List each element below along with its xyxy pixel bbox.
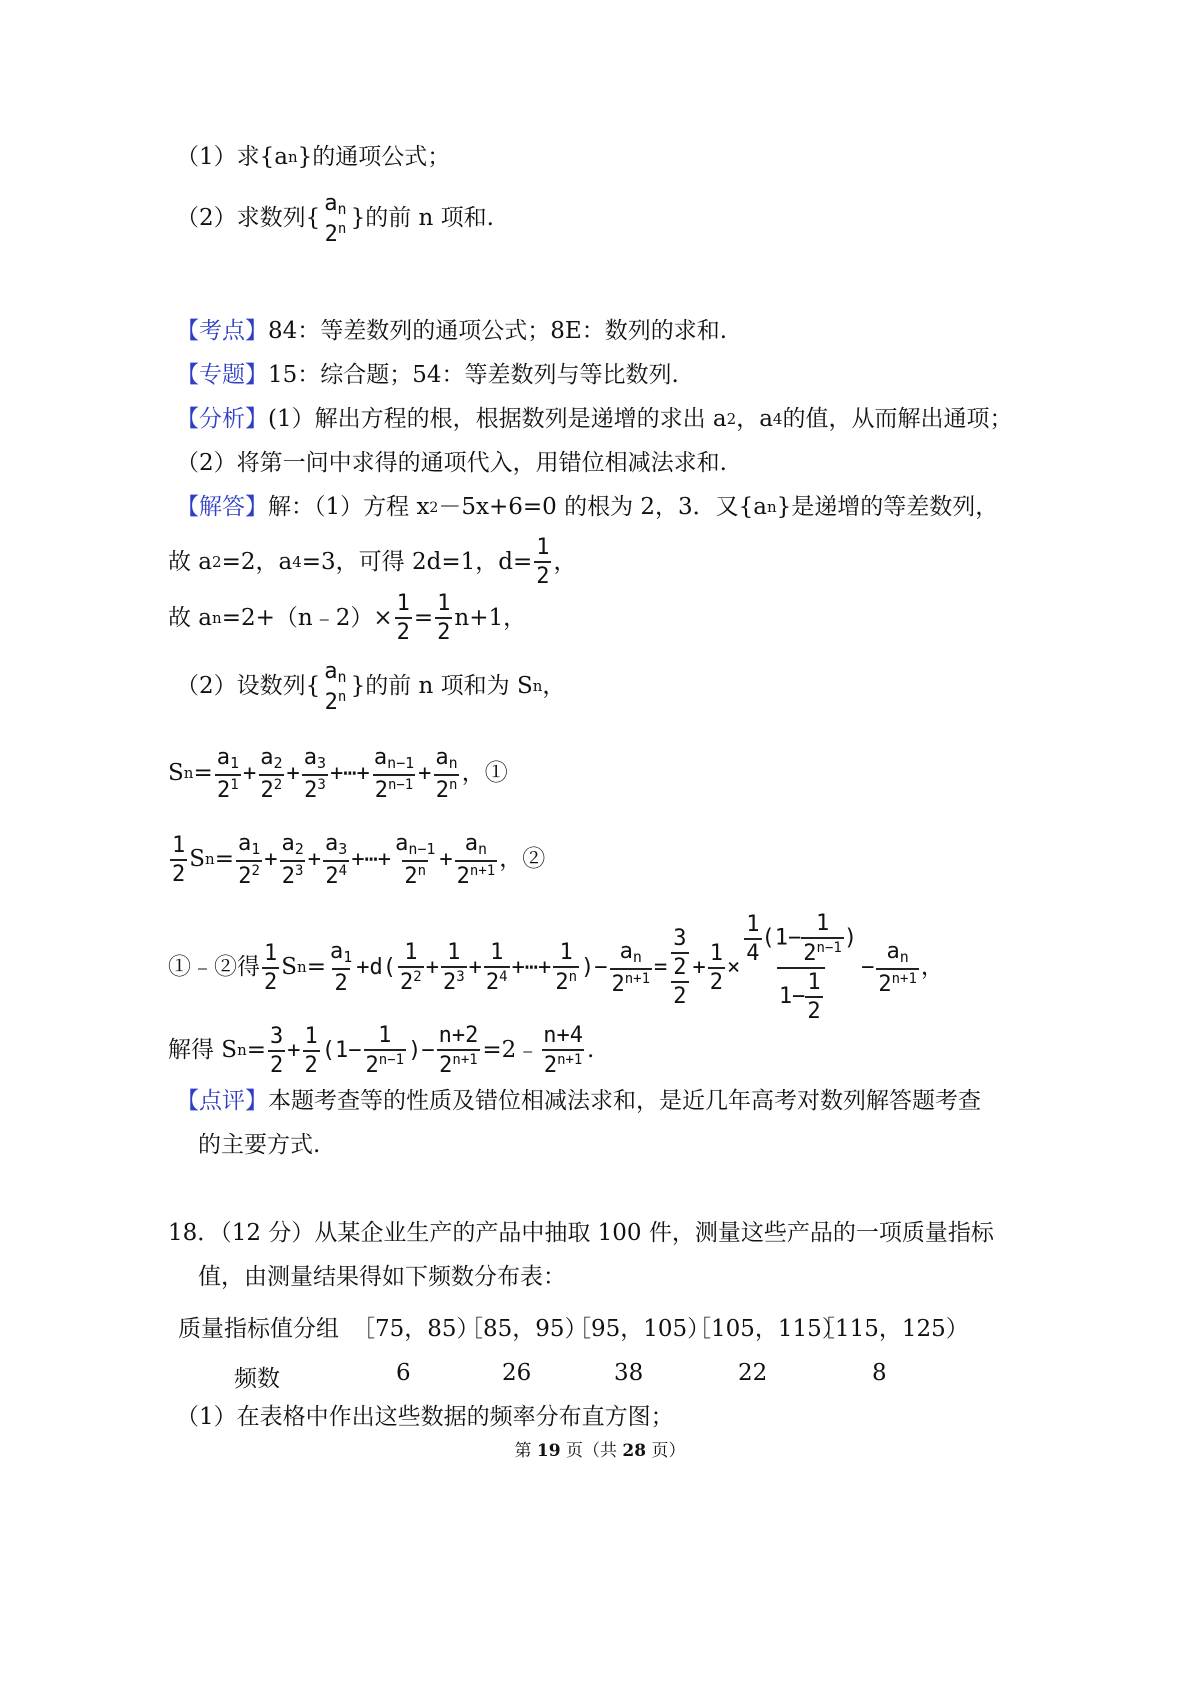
fenxi-line: 【分析】 (1）解出方程的根，根据数列是递增的求出 a 2 ，a 4 的值，从而解出通项； xyxy=(176,406,1013,432)
table-header-cell: 质量指标值分组 xyxy=(178,1316,339,1342)
table-header-cell: ［115，125） xyxy=(812,1316,969,1342)
kaodian-tag: 【考点】 xyxy=(176,318,268,344)
fraction: $\frac{1}{2}$ xyxy=(396,591,410,646)
page-footer: 第 19 页（共 28 页） xyxy=(514,1441,686,1461)
question-part-1: （1）求{a n }的通项公式； xyxy=(176,144,451,170)
dianping-line-2: 的主要方式. xyxy=(198,1132,321,1158)
frequency-table-header xyxy=(0,1310,1200,1340)
equation-2: $\frac{1}{2}$ S n = $\frac{a_1}{2^2}$ + $\frac{a_2}{2^3}$ + $\frac{a_3}{2^4}$ +⋯+ $\frac{a_{n-1}}{2^n}$ + $\frac{a_n}{2^{n+1}}$ ，② xyxy=(172,831,546,889)
frequency-table-row xyxy=(0,1360,1200,1390)
table-cell: 26 xyxy=(502,1360,532,1386)
table-header-cell: ［105，115） xyxy=(688,1316,845,1342)
solution-line-2: 故 a n =2+（n﹣2）× $\frac{1}{2}$ = $\frac{1}{2}$ n+1， xyxy=(168,591,527,646)
fraction: $\frac{1}{2}$ xyxy=(437,591,451,646)
table-cell: 8 xyxy=(872,1360,887,1386)
solution-result: 解得 S n = $\frac{3}{2}$ + $\frac{1}{2}$ (1− $\frac{1}{2^{n-1}}$ )− $\frac{n+2}{2^{n+1}}$ =2﹣ $\frac{n+4}{2^{n+1}}$ . xyxy=(168,1023,595,1079)
table-header-cell: ［75，85） xyxy=(352,1316,480,1342)
solution-line-1: 故 a 2 =2，a 4 =3，可得 2d=1，d= $\frac{1}{2}$ ， xyxy=(168,535,577,590)
dianping-tag: 【点评】 xyxy=(176,1088,268,1114)
fenxi-tag: 【分析】 xyxy=(176,406,268,432)
table-header-cell: ［95，105） xyxy=(568,1316,711,1342)
kaodian-line: 【考点】 84：等差数列的通项公式；8E：数列的求和. xyxy=(176,318,728,344)
fenxi-line-2: （2）将第一问中求得的通项代入，用错位相减法求和. xyxy=(176,450,727,476)
table-cell: 38 xyxy=(614,1360,644,1386)
dianping-line: 【点评】 本题考查等的性质及错位相减法求和，是近几年高考对数列解答题考查 xyxy=(176,1088,981,1114)
fraction: $\frac{1}{2}$ xyxy=(536,535,550,590)
zhuanti-tag: 【专题】 xyxy=(176,362,268,388)
question-18-line-2: 值，由测量结果得如下频数分布表： xyxy=(198,1264,566,1290)
fraction: $a_n$ 2$^n$ xyxy=(324,659,347,715)
table-header-cell: ［85，95） xyxy=(460,1316,588,1342)
question-part-2: （2）求数列{ $a_n$ 2$^n$ }的前 n 项和. xyxy=(176,191,494,247)
question-18-part-1: （1）在表格中作出这些数据的频率分布直方图； xyxy=(176,1404,674,1430)
equation-subtract: ①﹣②得 $\frac{1}{2}$ S n = $\frac{a_1}{2}$ +d( $\frac{1}{2^2}$ + $\frac{1}{2^3}$ + $\frac{1}{2^4}$ +⋯+ $\frac{1}{2^n}$ )− $\frac{a_n}{2^{n+1}}$ = $\frac{\frac{3}{2}}{2}$ + $\frac{1}{2}$ × $\frac{1}{4}$ (1− $\frac{1}{2^{n-1}}$ ) 1− $\frac{1}{2}$ − $\frac{a_n}{2^{n+1}}$ ， xyxy=(168,911,944,1025)
table-row-label: 频数 xyxy=(234,1366,280,1392)
zhuanti-line: 【专题】 15：综合题；54：等差数列与等比数列. xyxy=(176,362,679,388)
jieda-tag: 【解答】 xyxy=(176,494,268,520)
fraction: $a_n$ 2$^n$ xyxy=(324,191,347,247)
table-cell: 6 xyxy=(396,1360,411,1386)
equation-1: S n = $\frac{a_1}{2^1}$ + $\frac{a_2}{2^2}$ + $\frac{a_3}{2^3}$ +⋯+ $\frac{a_{n-1}}{2^{n-1}}$ + $\frac{a_n}{2^n}$ ，① xyxy=(168,745,508,803)
question-18-line-1: 18．（12 分）从某企业生产的产品中抽取 100 件，测量这些产品的一项质量指标 xyxy=(168,1220,994,1246)
jieda-line: 【解答】 解：（1）方程 x 2 －5x+6=0 的根为 2，3．又{a n }是递增的等差数列， xyxy=(176,494,999,520)
table-cell: 22 xyxy=(738,1360,768,1386)
solution-part-2-intro: （2）设数列{ $a_n$ 2$^n$ }的前 n 项和为 S n ， xyxy=(176,659,566,715)
